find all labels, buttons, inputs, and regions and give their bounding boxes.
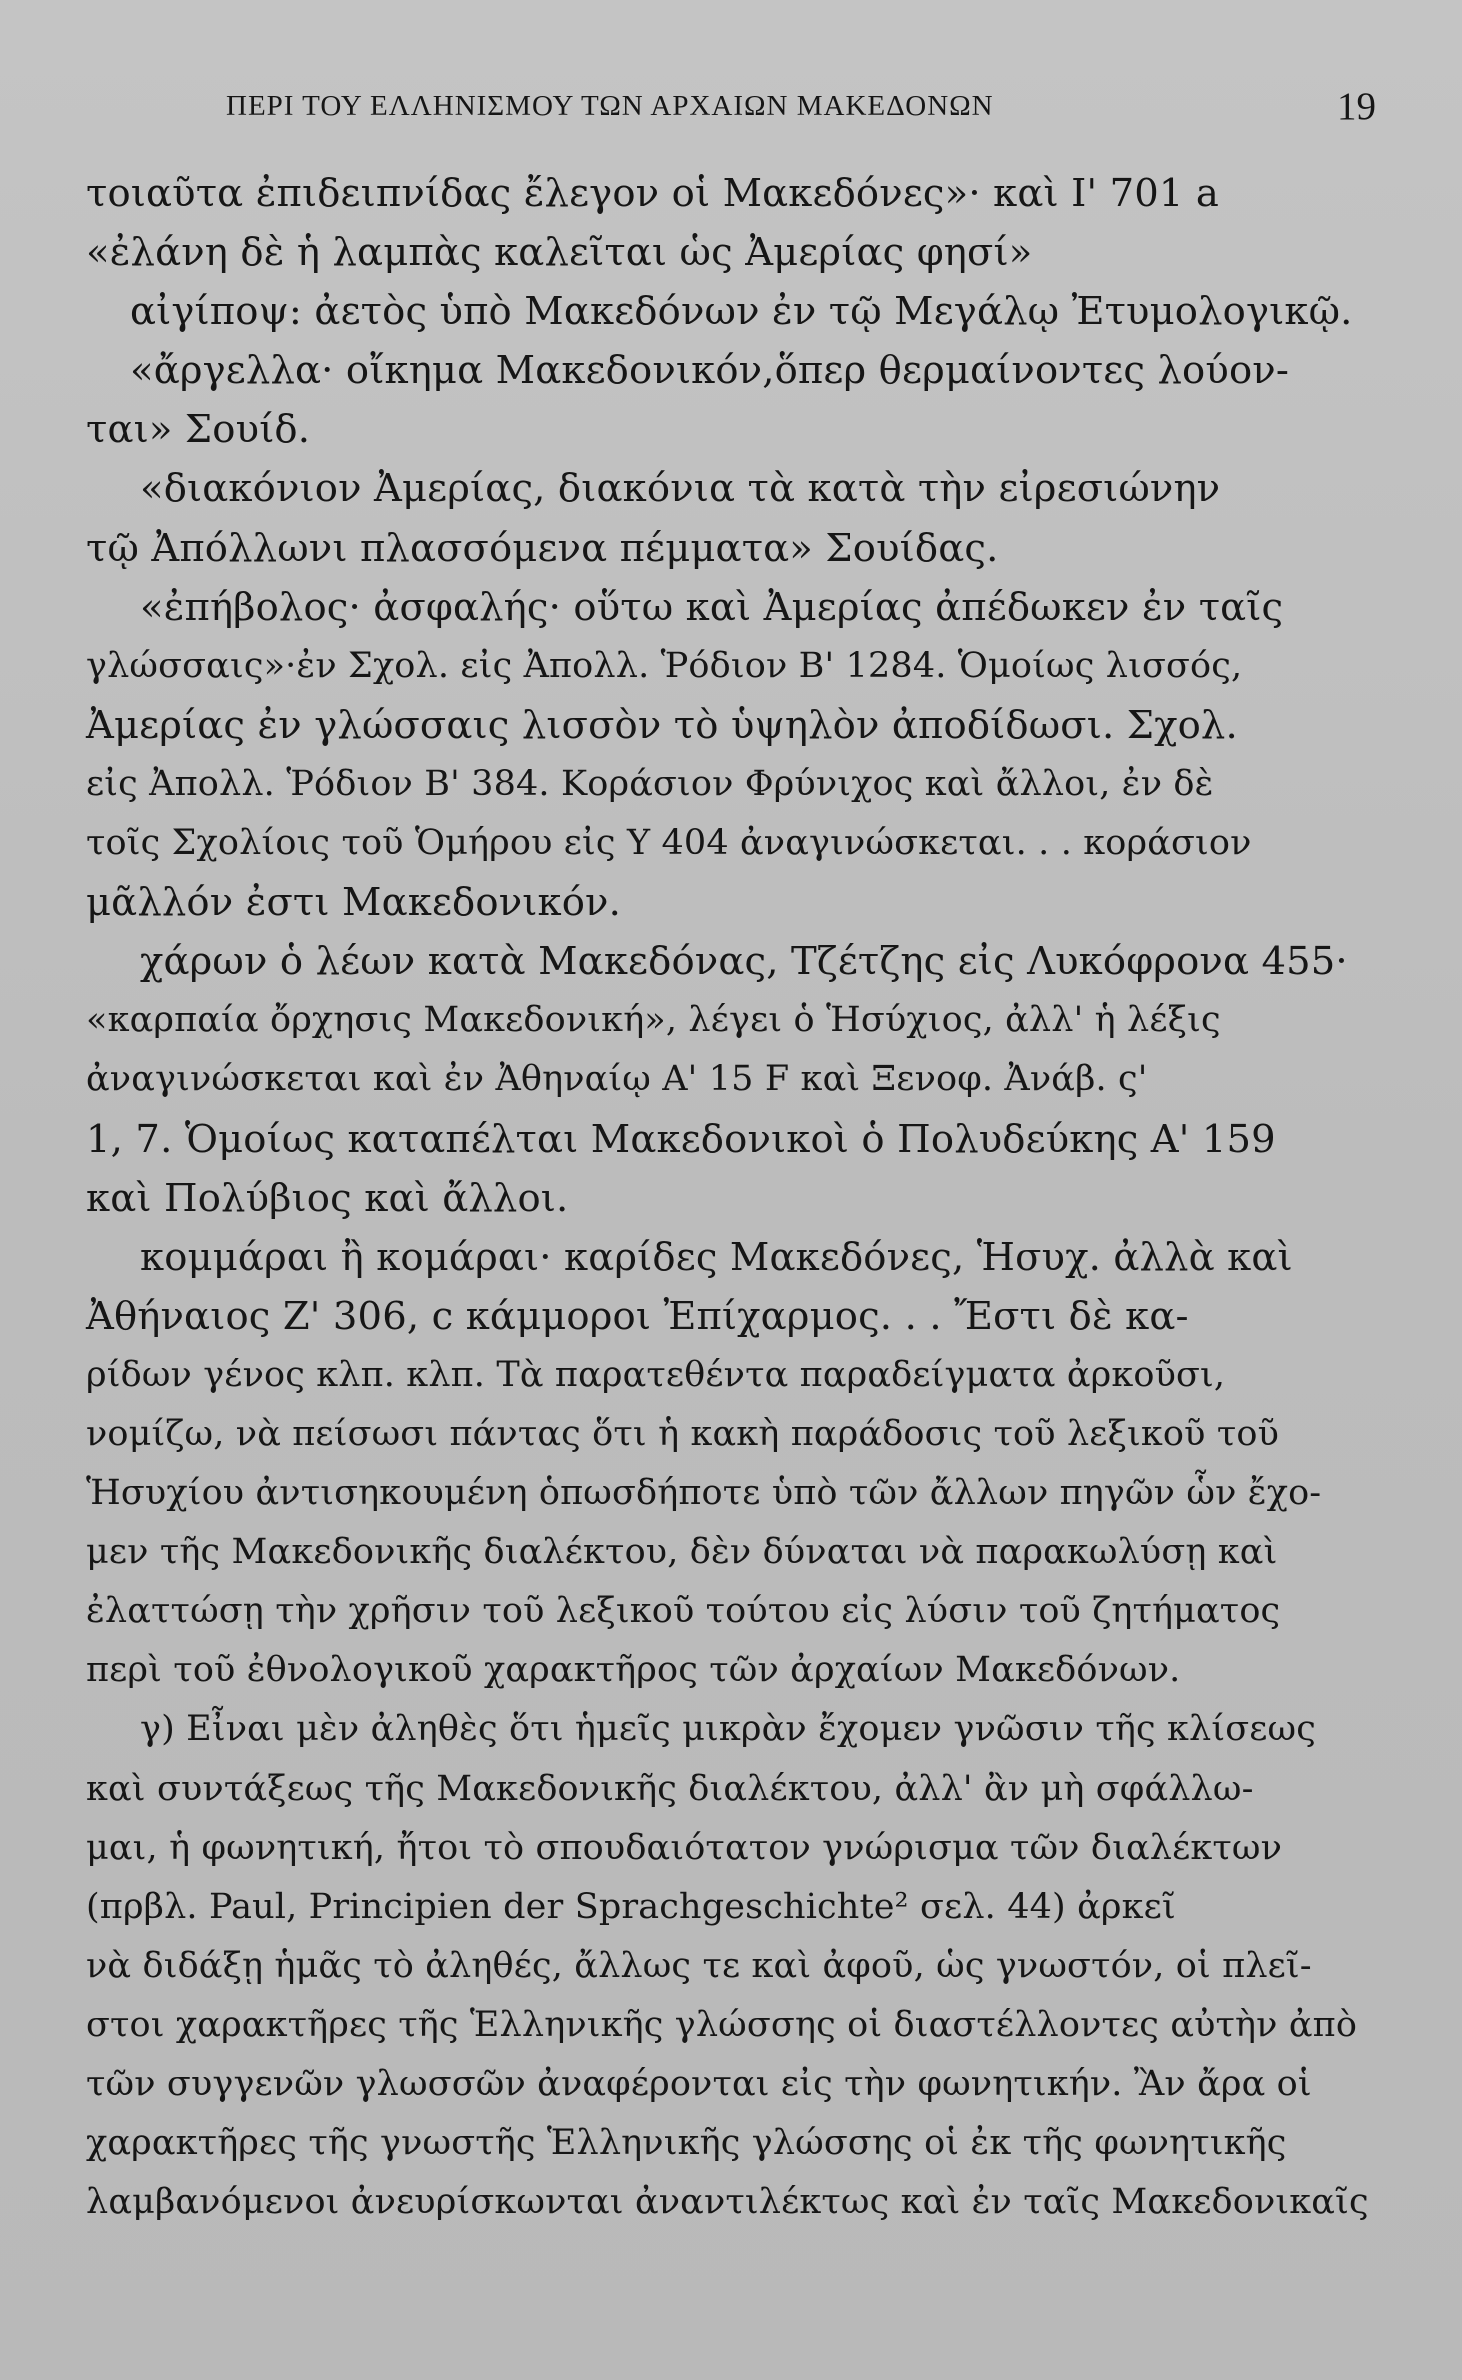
text-body [86, 164, 1382, 2232]
text-line: τοῖς Σχολίοις τοῦ Ὁμήρου εἰς Υ 404 ἀναγινώσκεται. . . κοράσιον [86, 823, 1252, 864]
text-line: μᾶλλόν ἐστι Μακεδονικόν. [86, 880, 621, 926]
text-line: εἰς Ἀπολλ. Ῥόδιον Β' 384. Κοράσιον Φρύνιχος καὶ ἄλλοι, ἐν δὲ [86, 763, 1214, 804]
text-line: νομίζω, νὰ πείσωσι πάντας ὅτι ἡ κακὴ παράδοσις τοῦ λεξικοῦ τοῦ [86, 1413, 1279, 1454]
text-line: χαρακτῆρες τῆς γνωστῆς Ἑλληνικῆς γλώσσης οἱ ἐκ τῆς φωνητικῆς [86, 2123, 1287, 2164]
text-line: Ἀθήναιος Ζ' 306, c κάμμοροι Ἐπίχαρμος. . . Ἔστι δὲ κα- [86, 1293, 1189, 1339]
text-line: γ) Εἶναι μὲν ἀληθὲς ὅτι ἡμεῖς μικρὰν ἔχομεν γνῶσιν τῆς κλίσεως [140, 1709, 1316, 1750]
running-title: ΠΕΡΙ ΤΟΥ ΕΛΛΗΝΙΣΜΟΥ ΤΩΝ ΑΡΧΑΙΩΝ ΜΑΚΕΔΟΝΩΝ [226, 90, 994, 122]
text-line: λαμβανόμενοι ἀνευρίσκωνται ἀναντιλέκτως καὶ ἐν ταῖς Μακεδονικαῖς [86, 2182, 1369, 2223]
text-line: Ἀμερίας ἐν γλώσσαις λισσὸν τὸ ὑψηλὸν ἀποδίδωσι. Σχολ. [86, 702, 1238, 748]
text-line: 1, 7. Ὁμοίως καταπέλται Μακεδονικοὶ ὁ Πολυδεύκης Α' 159 [86, 1116, 1276, 1162]
text-line: «ἐπήβολος· ἀσφαλής· οὕτω καὶ Ἀμερίας ἀπέδωκεν ἐν ταῖς [140, 584, 1284, 630]
text-line: τῷ Ἀπόλλωνι πλασσόμενα πέμματα» Σουίδας. [86, 525, 999, 571]
text-line: καὶ Πολύβιος καὶ ἄλλοι. [86, 1175, 569, 1221]
running-head [86, 85, 1376, 140]
text-line: γλώσσαις»·ἐν Σχολ. εἰς Ἀπολλ. Ῥόδιον Β' 1284. Ὁμοίως λισσός, [86, 645, 1243, 686]
text-line: κομμάραι ἢ κομάραι· καρίδες Μακεδόνες, Ἡσυχ. ἀλλὰ καὶ [140, 1234, 1293, 1280]
page-number: 19 [1337, 85, 1376, 128]
text-line: μαι, ἡ φωνητική, ἤτοι τὸ σπουδαιότατον γνώρισμα τῶν διαλέκτων [86, 1827, 1283, 1868]
text-line: ἀναγινώσκεται καὶ ἐν Ἀθηναίῳ Α' 15 F καὶ Ξενοφ. Ἀνάβ. ς' [86, 1059, 1148, 1100]
text-line: (πρβλ. Paul, Principien der Sprachgeschichte² σελ. 44) ἀρκεῖ [86, 1886, 1176, 1927]
text-line: «ἄργελλα· οἴκημα Μακεδονικόν,ὅπερ θερμαίνοντες λούον- [130, 348, 1289, 394]
text-line: στοι χαρακτῆρες τῆς Ἑλληνικῆς γλώσσης οἱ διαστέλλοντες αὐτὴν ἀπὸ [86, 2004, 1358, 2045]
text-line: «ἐλάνη δὲ ἡ λαμπὰς καλεῖται ὡς Ἀμερίας φησί» [86, 230, 1033, 276]
text-line: ρίδων γένος κλπ. κλπ. Τὰ παρατεθέντα παραδείγματα ἀρκοῦσι, [86, 1354, 1226, 1395]
text-line: μεν τῆς Μακεδονικῆς διαλέκτου, δὲν δύναται νὰ παρακωλύσῃ καὶ [86, 1532, 1278, 1573]
text-line: ἐλαττώσῃ τὴν χρῆσιν τοῦ λεξικοῦ τούτου εἰς λύσιν τοῦ ζητήματος [86, 1591, 1281, 1632]
text-line: ται» Σουίδ. [86, 407, 311, 453]
text-line: νὰ διδάξῃ ἡμᾶς τὸ ἀληθές, ἄλλως τε καὶ ἀφοῦ, ὡς γνωστόν, οἱ πλεῖ- [86, 1945, 1312, 1986]
text-line: Ἡσυχίου ἀντισηκουμένη ὁπωσδήποτε ὑπὸ τῶν ἄλλων πηγῶν ὧν ἔχο- [86, 1473, 1322, 1514]
text-line: τῶν συγγενῶν γλωσσῶν ἀναφέρονται εἰς τὴν φωνητικήν. Ἂν ἄρα οἱ [86, 2064, 1312, 2104]
text-line: «διακόνιον Ἀμερίας, διακόνια τὰ κατὰ τὴν εἰρεσιώνην [140, 466, 1221, 512]
text-line: αἰγίποψ: ἀετὸς ὑπὸ Μακεδόνων ἐν τῷ Μεγάλῳ Ἐτυμολογικῷ. [130, 289, 1353, 335]
text-line: χάρων ὁ λέων κατὰ Μακεδόνας, Τζέτζης εἰς Λυκόφρονα 455· [140, 939, 1348, 985]
text-line: περὶ τοῦ ἐθνολογικοῦ χαρακτῆρος τῶν ἀρχαίων Μακεδόνων. [86, 1650, 1181, 1691]
text-line: τοιαῦτα ἐπιδειπνίδας ἔλεγον οἱ Μακεδόνες»· καὶ Ι' 701 a [86, 171, 1220, 216]
text-line: «καρπαία ὄρχησις Μακεδονική», λέγει ὁ Ἡσύχιος, ἀλλ' ἡ λέξις [86, 1000, 1221, 1041]
text-line: καὶ συντάξεως τῆς Μακεδονικῆς διαλέκτου, ἀλλ' ἂν μὴ σφάλλω- [86, 1768, 1254, 1809]
